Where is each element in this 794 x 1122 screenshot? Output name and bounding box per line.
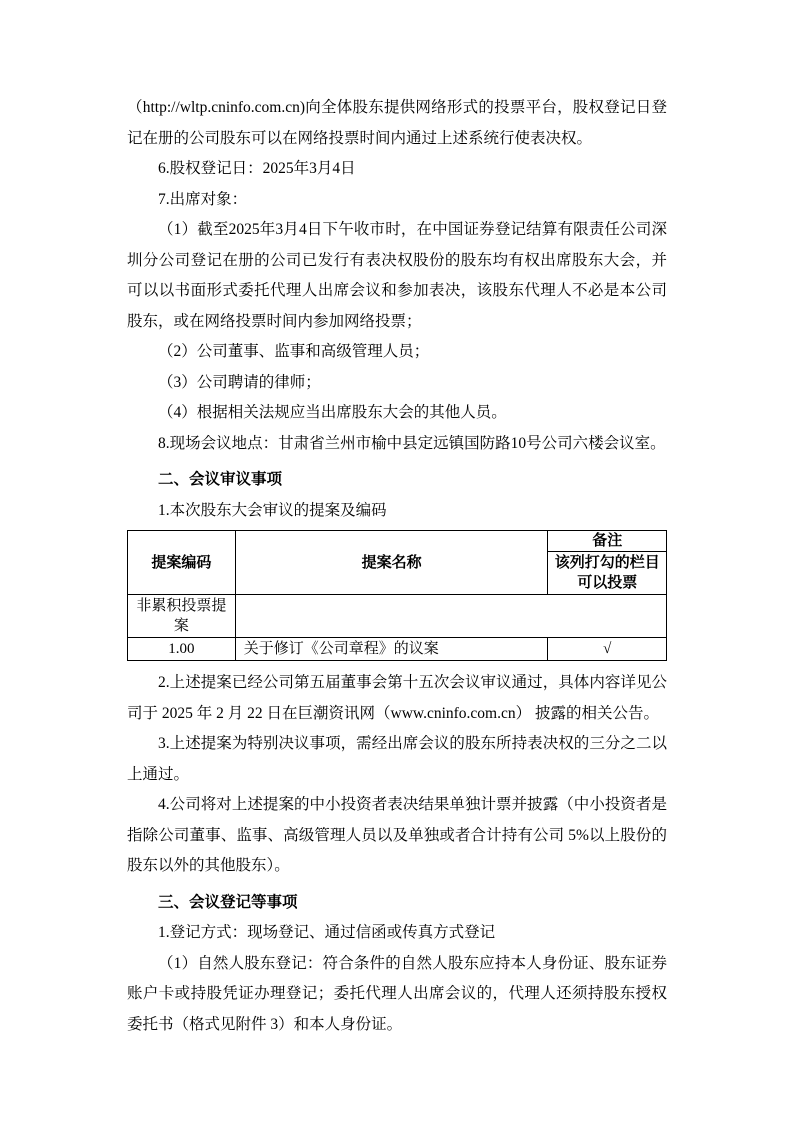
item-natural-person-registration: （1）自然人股东登记：符合条件的自然人股东应持本人身份证、股东证券账户卡或持股凭证办理登记；委托代理人出席会议的，代理人还须持股东授权委托书（格式见附件 3）和本人身份证。: [127, 954, 667, 1033]
cell-vote-checkmark: √: [548, 638, 667, 661]
item-attendees-directors: （2）公司董事、监事和高级管理人员；: [158, 343, 430, 360]
item-attendees-shareholders: （1）截至2025年3月4日下午收市时，在中国证券登记结算有限责任公司深圳分公司登记在册的公司已发行有表决权股份的股东均有权出席股东大会，并可以以书面形式委托代理人出席会议和参加表决，该股东代理人不必是本公司股东，或在网络投票时间内参加网络投票；: [127, 221, 667, 330]
remark-note-line1: 该列打勾的栏目: [554, 554, 660, 571]
paragraph-network-voting-continuation: （http://wltp.cninfo.com.cn)向全体股东提供网络形式的投票平台，股权登记日登记在册的公司股东可以在网络投票时间内通过上述系统行使表决权。: [127, 99, 667, 147]
table-row: [128, 638, 667, 661]
group-row-empty-cell: [235, 595, 666, 638]
item-minority-investor-count: 4.公司将对上述提案的中小投资者表决结果单独计票并披露（中小投资者是指除公司董事、监事、高级管理人员以及单独或者合计持有公司 5%以上股份的股东以外的其他股东）。: [127, 796, 667, 874]
header-cell-proposal-code: 提案编码: [128, 531, 236, 595]
item-attendees-lawyers: （3）公司聘请的律师；: [158, 373, 321, 391]
table-group-row: [128, 595, 667, 638]
proposal-table: [127, 530, 667, 661]
item-proposal-approved-by-board: 2.上述提案已经公司第五届董事会第十五次会议审议通过，具体内容详见公司于 2025 年 2 月 22 日在巨潮资讯网（www.cninfo.com.cn） 披露的相关公告。: [127, 674, 667, 722]
section-heading-registration-matters: 三、会议登记等事项: [158, 893, 298, 911]
header-cell-remark: 备注: [548, 531, 667, 552]
item-meeting-venue: 8.现场会议地点：甘肃省兰州市榆中县定远镇国防路10号公司六楼会议室。: [158, 434, 666, 452]
header-cell-remark-note: [548, 552, 667, 595]
item-record-date: 6.股权登记日：2025年3月4日: [158, 160, 356, 177]
section-heading-deliberation-matters: 二、会议审议事项: [158, 471, 283, 488]
header-cell-proposal-name: 提案名称: [235, 531, 548, 595]
item-attendees-others: （4）根据相关法规应当出席股东大会的其他人员。: [158, 404, 507, 421]
group-row-label: 非累积投票提案: [128, 595, 236, 638]
item-attendees-title: 7.出席对象：: [158, 190, 248, 208]
item-special-resolution: 3.上述提案为特别决议事项，需经出席会议的股东所持表决权的三分之二以上通过。: [127, 735, 667, 783]
item-proposal-codes-intro: 1.本次股东大会审议的提案及编码: [158, 501, 387, 519]
cell-proposal-code: 1.00: [128, 638, 236, 661]
item-registration-method: 1.登记方式：现场登记、通过信函或传真方式登记: [158, 924, 496, 941]
remark-note-line2: 可以投票: [577, 574, 638, 591]
cell-proposal-name: 关于修订《公司章程》的议案: [235, 638, 548, 661]
table-header-row-1: [128, 531, 667, 552]
